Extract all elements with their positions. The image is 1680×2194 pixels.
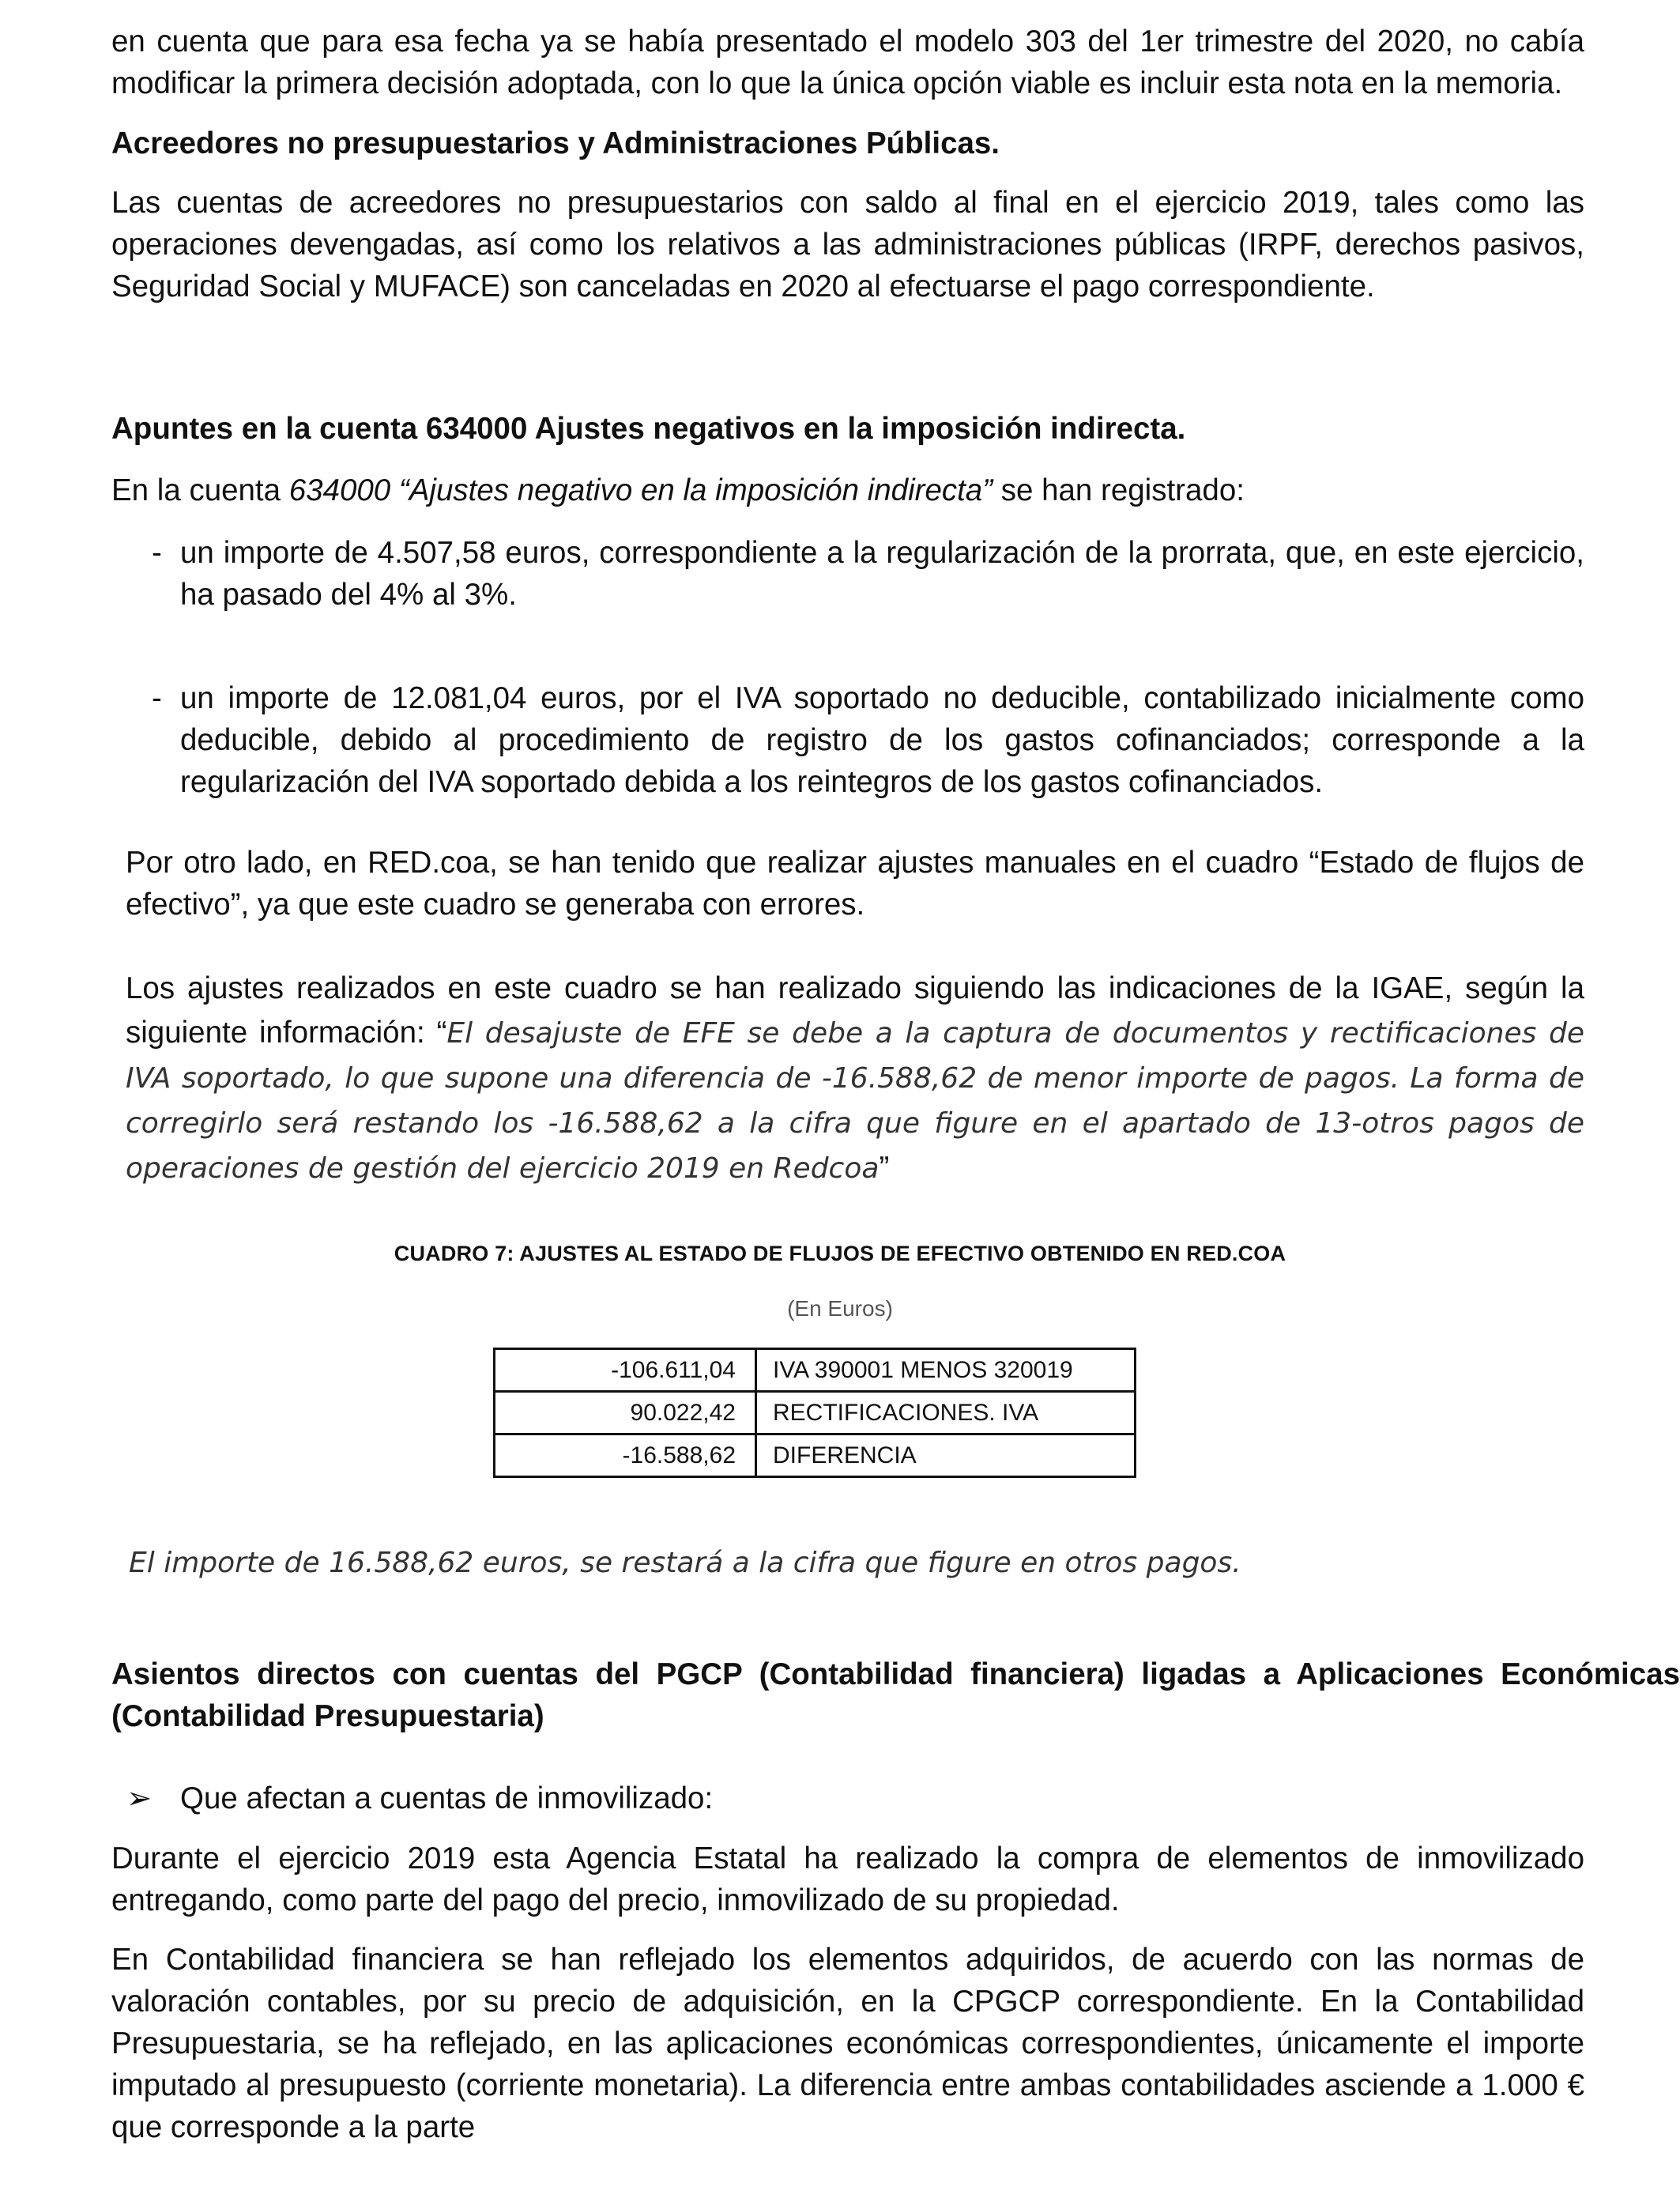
arrow-bullet-icon: ➢ [126, 1781, 153, 1815]
amount-cell: -16.588,62 [495, 1434, 756, 1477]
table-units: (En Euros) [787, 1296, 893, 1321]
label-cell: IVA 390001 MENOS 320019 [756, 1349, 1136, 1392]
label-cell: RECTIFICACIONES. IVA [756, 1392, 1136, 1434]
acreedores-paragraph: Las cuentas de acreedores no presupuestarios con saldo al final en el ejercicio 2019, tales como las operaciones devengadas, así como los relativos a las administraciones públicas (IRPF, derechos pasivos, Seguridad Social y MUFACE) son canceladas en 2020 al efectuarse el pago correspondiente. [111, 186, 1584, 303]
table-caption: CUADRO 7: AJUSTES AL ESTADO DE FLUJOS DE EFECTIVO OBTENIDO EN RED.COA [394, 1242, 1286, 1265]
igae-quote: El desajuste de EFE se debe a la captura de documentos y rectificaciones de IVA soportado, lo que supone una diferencia de -16.588,62 de menor importe de pagos. La forma de corregirlo será restando los -16.588,62 a la cifra que figure en el apartado de 13-otros pagos de operaciones de gestión del ejercicio 2019 en Redcoa [126, 1017, 1585, 1185]
dash-marker: - [152, 681, 162, 715]
red-coa-paragraph: Por otro lado, en RED.coa, se han tenido que realizar ajustes manuales en el cuadro “Estado de flujos de efectivo”, ya que este cuadro se generaba con errores. [126, 846, 1584, 922]
apuntes-lead-before: En la cuenta [111, 473, 289, 507]
inmovilizado-paragraph-2: En Contabilidad financiera se han reflejado los elementos adquiridos, de acuerdo con las normas de valoración contables, por su precio de adquisición, en la CPGCP correspondiente. En la Contabilidad Presupuestaria, se ha reflejado, en las aplicaciones económicas correspondientes, únicamente el importe imputado al presupuesto (corriente monetaria). La diferencia entre ambas contabilidades asciende a 1.000 € que corresponde a la parte [111, 1943, 1584, 2144]
table-row [495, 1349, 1136, 1392]
apuntes-heading: Apuntes en la cuenta 634000 Ajustes negativos en la imposición indirecta. [111, 412, 1186, 446]
ajustes-close-quote: ” [879, 1151, 890, 1185]
table-row [495, 1392, 1136, 1434]
adjustments-table [493, 1348, 1136, 1478]
dash-list-item [152, 532, 1584, 616]
intro-continuation-paragraph: en cuenta que para esa fecha ya se había presentado el modelo 303 del 1er trimestre del 2020, no cabía modificar la primera decisión adoptada, con lo que la única opción viable es incluir esta nota en la memoria. [111, 25, 1584, 100]
apuntes-lead-after: se han registrado: [993, 473, 1245, 507]
inmovilizado-paragraph-1: Durante el ejercicio 2019 esta Agencia Estatal ha realizado la compra de elementos de inmovilizado entregando, como parte del pago del precio, inmovilizado de su propiedad. [111, 1842, 1584, 1917]
table-note: El importe de 16.588,62 euros, se restará a la cifra que figure en otros pagos. [129, 1547, 1241, 1579]
table-row [495, 1434, 1136, 1477]
ajustes-lead: Los ajustes realizados en este cuadro se han realizado siguiendo las indicaciones de la IGAE, según la siguiente información: “ [126, 971, 1584, 1050]
acreedores-heading: Acreedores no presupuestarios y Administraciones Públicas. [111, 126, 1000, 160]
dash-list-item [152, 677, 1584, 803]
label-cell: DIFERENCIA [756, 1434, 1136, 1477]
asientos-heading: Asientos directos con cuentas del PGCP (Contabilidad financiera) ligadas a Aplicaciones Económicas (Contabilidad Presupuestaria) [111, 1657, 1680, 1733]
dash-item-text: un importe de 12.081,04 euros, por el IVA soportado no deducible, contabilizado inicialmente como deducible, debido al procedimiento de registro de los gastos cofinanciados; corresponde a la regularización del IVA soportado debida a los reintegros de los gastos cofinanciados. [180, 681, 1584, 799]
bullet-text: Que afectan a cuentas de inmovilizado: [180, 1781, 714, 1815]
ajustes-paragraph [126, 967, 1584, 1191]
bullet-item [126, 1777, 713, 1819]
apuntes-lead-paragraph [111, 469, 1584, 511]
apuntes-lead-account: 634000 “Ajustes negativo en la imposición indirecta” [288, 473, 993, 507]
dash-marker: - [152, 536, 162, 570]
dash-item-text: un importe de 4.507,58 euros, correspondiente a la regularización de la prorrata, que, en este ejercicio, ha pasado del 4% al 3%. [180, 536, 1584, 612]
amount-cell: 90.022,42 [495, 1392, 756, 1434]
amount-cell: -106.611,04 [495, 1349, 756, 1392]
